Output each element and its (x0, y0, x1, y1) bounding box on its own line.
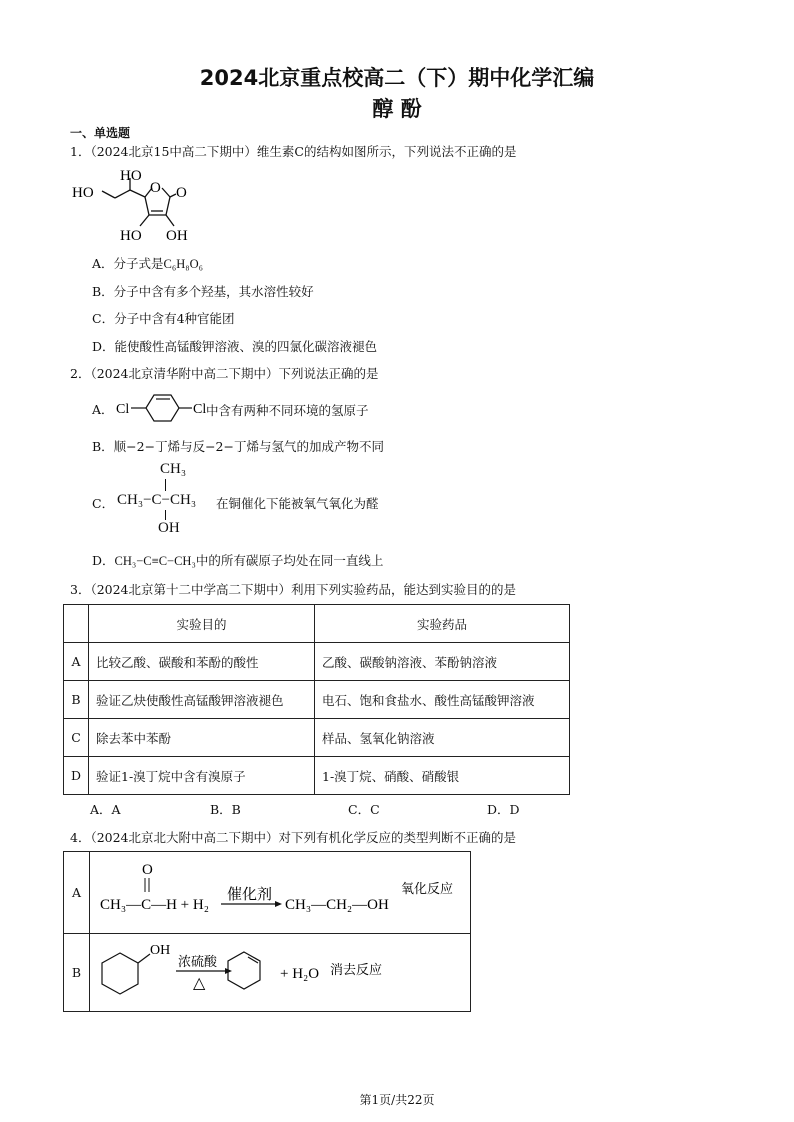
reagent-label: 浓硫酸 (178, 954, 218, 969)
q2-option-d (92, 551, 383, 569)
row-reagents: 样品、氢氧化钠溶液 (315, 719, 570, 757)
table-row (64, 719, 570, 757)
carbonyl-oxygen: O (142, 862, 153, 878)
row-purpose: 比较乙酸、碳酸和苯酚的酸性 (89, 643, 315, 681)
row-reagents: 1-溴丁烷、硝酸、硝酸银 (315, 757, 570, 795)
reaction-cell (90, 934, 471, 1012)
q2-option-b: B．顺−2−丁烯与反−2−丁烯与氢气的加成产物不同 (92, 439, 384, 454)
q1-stem: 1．（2024北京15中高二下期中）维生素C的结构如图所示，下列说法不正确的是 (70, 144, 517, 159)
struct-label: OH (166, 228, 188, 244)
dichlorocyclohexene-structure (116, 392, 216, 424)
q1-option-a-formula: C₆H₈O₆ (163, 257, 203, 271)
product-formula: CH₃—CH₂—OH (285, 897, 389, 913)
catalyst-label: 催化剂 (227, 887, 273, 903)
struct-label: O (176, 185, 187, 201)
row-purpose: 验证乙炔使酸性高锰酸钾溶液褪色 (89, 681, 315, 719)
row-key: D (64, 757, 89, 795)
q2-option-d-formula: CH₃−C≡C−CH₃ (114, 554, 196, 568)
reaction-b-equation (90, 934, 470, 1008)
row-key: A (64, 852, 90, 934)
q3-table (63, 604, 570, 795)
struct-label: HO (120, 168, 142, 184)
chlorine-label: Cl (193, 402, 207, 417)
q1-option-c: C．分子中含有4种官能团 (92, 311, 235, 326)
q1-option-a (92, 254, 203, 272)
page-footer: 第1页/共22页 (359, 1093, 435, 1107)
struct-label: O (150, 180, 161, 196)
bond-line (165, 479, 166, 491)
hydroxyl-label: OH (150, 943, 171, 958)
q3-stem: 3．（2024北京第十二中学高二下期中）利用下列实验药品，能达到实验目的的是 (70, 582, 517, 597)
table-row (64, 643, 570, 681)
q3-option-b: B．B (210, 802, 241, 817)
row-key: B (64, 681, 89, 719)
q2-option-a-label: A． (92, 402, 114, 417)
q2-option-d-text: 中的所有碳原子均处在同一直线上 (195, 553, 384, 568)
row-purpose: 除去苯中苯酚 (89, 719, 315, 757)
table-header-cell: 实验目的 (89, 605, 315, 643)
table-header-cell: 实验药品 (315, 605, 570, 643)
doc-subtitle: 醇 酚 (372, 97, 422, 121)
table-header-cell (64, 605, 89, 643)
table-row (64, 852, 471, 934)
struct-label: HO (72, 185, 94, 201)
reaction-a-equation (90, 852, 470, 930)
bond-line (165, 510, 166, 520)
q2-option-d-label: D． (92, 553, 115, 568)
reaction-cell (90, 852, 471, 934)
row-key: C (64, 719, 89, 757)
q2-c-hydroxyl: OH (158, 520, 180, 536)
q3-option-d: D．D (487, 802, 520, 817)
q2-option-c-label: C． (92, 496, 115, 511)
q2-option-c-text: 在铜催化下能被氧气氧化为醛 (216, 496, 379, 511)
q2-c-main-chain: CH₃−C−CH₃ (117, 492, 197, 508)
row-key: B (64, 934, 90, 1012)
row-key: A (64, 643, 89, 681)
water-product: + H₂O (280, 966, 320, 982)
q1-option-b: B．分子中含有多个羟基，其水溶性较好 (92, 284, 314, 299)
section-heading: 一、单选题 (70, 126, 131, 140)
row-purpose: 验证1-溴丁烷中含有溴原子 (89, 757, 315, 795)
q2-c-methyl-top: CH₃ (160, 461, 187, 477)
reactant-formula: CH₃—C—H + H₂ (100, 897, 209, 913)
table-row (64, 757, 570, 795)
vitamin-c-structure (70, 164, 210, 246)
q4-stem: 4．（2024北京北大附中高二下期中）对下列有机化学反应的类型判断不正确的是 (70, 830, 517, 845)
reaction-type: 氧化反应 (401, 881, 454, 896)
reaction-type: 消去反应 (330, 962, 383, 977)
q3-option-c: C．C (348, 802, 380, 817)
heat-symbol: △ (193, 975, 206, 992)
row-reagents: 乙酸、碳酸钠溶液、苯酚钠溶液 (315, 643, 570, 681)
chlorine-label: Cl (116, 402, 130, 417)
table-row (64, 681, 570, 719)
q3-option-a: A．A (90, 802, 121, 817)
q1-option-a-text: A．分子式是 (92, 256, 164, 271)
struct-label: HO (120, 228, 142, 244)
table-row (64, 934, 471, 1012)
row-reagents: 电石、饱和食盐水、酸性高锰酸钾溶液 (315, 681, 570, 719)
table-header-row (64, 605, 570, 643)
q2-option-a-text: 中含有两种不同环境的氢原子 (206, 403, 369, 418)
q1-option-d: D．能使酸性高锰酸钾溶液、溴的四氯化碳溶液褪色 (92, 339, 378, 354)
q2-stem: 2．（2024北京清华附中高二下期中）下列说法正确的是 (70, 366, 379, 381)
q4-table (63, 851, 471, 1012)
doc-title: 2024北京重点校高二（下）期中化学汇编 (199, 66, 595, 90)
